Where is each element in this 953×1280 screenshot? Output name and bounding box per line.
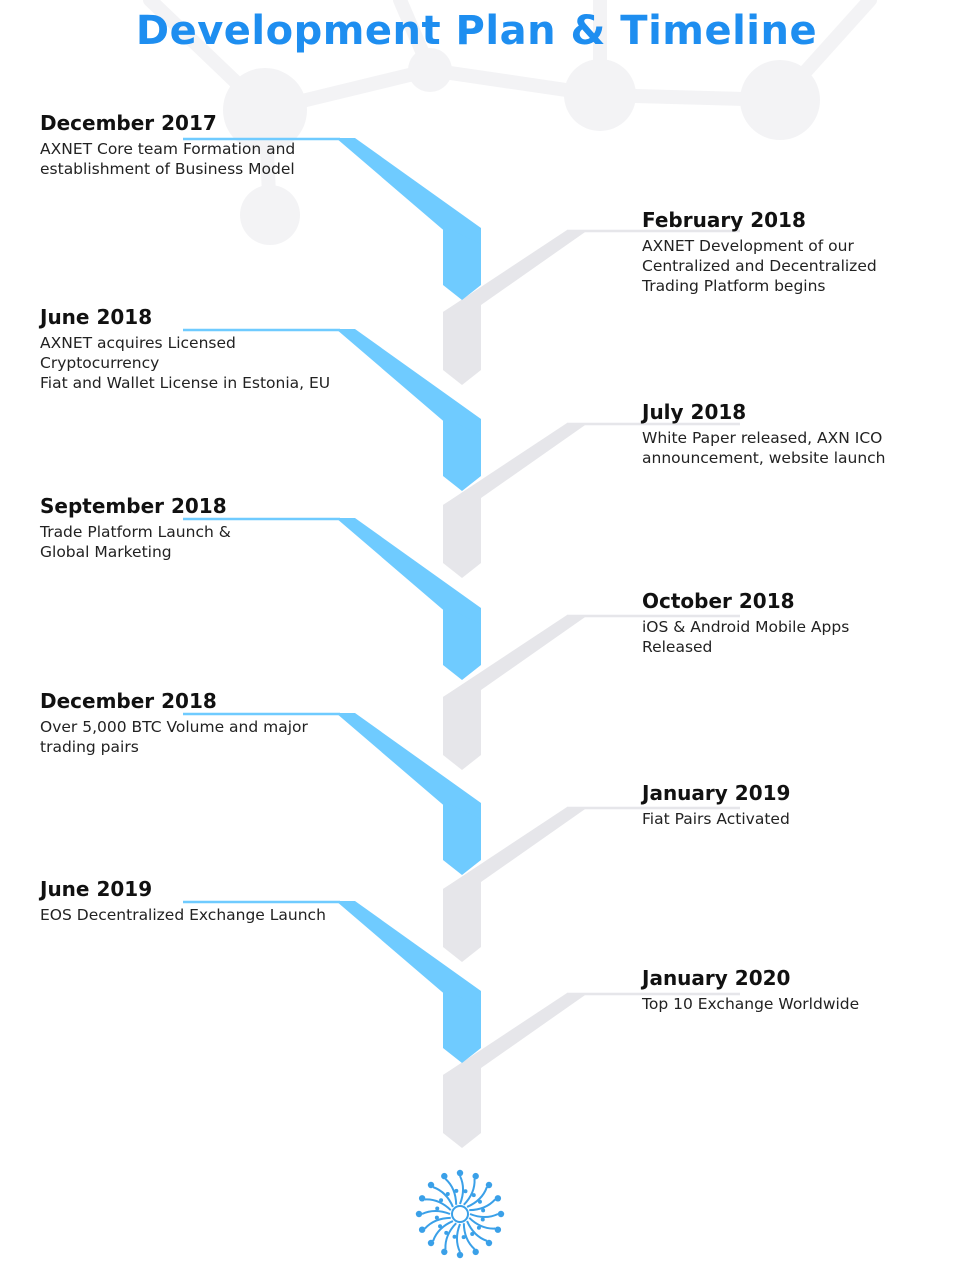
logo-node <box>428 1240 434 1246</box>
milestone-date: December 2018 <box>40 689 217 713</box>
logo-node <box>495 1226 501 1232</box>
milestone-description: Fiat Pairs Activated <box>642 810 790 828</box>
logo-node <box>435 1216 439 1220</box>
milestone-description: White Paper released, AXN ICO announcement, website launch <box>642 429 886 467</box>
logo-node <box>495 1195 501 1201</box>
logo-node <box>454 1189 458 1193</box>
logo-node <box>481 1208 485 1212</box>
milestone-date: February 2018 <box>642 208 806 232</box>
logo-spoke <box>457 1224 460 1252</box>
logo-node <box>481 1217 485 1221</box>
milestone-september-2018 <box>40 494 360 562</box>
milestone-description: AXNET Core team Formation and establishment of Business Model <box>40 140 296 178</box>
logo-center <box>452 1206 468 1222</box>
logo-node <box>478 1200 482 1204</box>
logo-node <box>446 1192 450 1196</box>
milestone-june-2019 <box>40 877 360 925</box>
milestone-date: July 2018 <box>642 400 747 424</box>
milestone-description: AXNET Development of our Centralized and Decentralized Trading Platform begins <box>642 237 877 295</box>
logo-node <box>472 1173 478 1179</box>
logo-spoke <box>460 1176 463 1204</box>
logo-node <box>441 1173 447 1179</box>
logo-spoke <box>470 1214 498 1217</box>
logo-node <box>463 1189 467 1193</box>
milestone-july-2018 <box>642 400 942 468</box>
right-branch-chevron <box>443 481 481 578</box>
right-branch-chevron <box>443 1051 481 1148</box>
logo-spoke <box>422 1211 450 1214</box>
milestone-january-2020 <box>642 966 942 1014</box>
right-branch-chevron <box>443 673 481 770</box>
logo-node <box>438 1224 442 1228</box>
logo-node <box>428 1182 434 1188</box>
logo-node <box>457 1170 463 1176</box>
milestone-date: September 2018 <box>40 494 227 518</box>
milestone-date: October 2018 <box>642 589 795 613</box>
logo-node <box>470 1232 474 1236</box>
right-branch-chevron <box>443 865 481 962</box>
logo-node <box>462 1235 466 1239</box>
logo-node <box>419 1226 425 1232</box>
milestone-description: Trade Platform Launch & Global Marketing <box>40 523 231 561</box>
logo-node <box>416 1211 422 1217</box>
milestone-december-2018 <box>40 689 360 757</box>
logo-node <box>486 1240 492 1246</box>
logo-node <box>439 1198 443 1202</box>
logo-node <box>472 1249 478 1255</box>
milestone-date: June 2019 <box>40 877 153 901</box>
milestone-description: Over 5,000 BTC Volume and major trading pairs <box>40 718 308 756</box>
logo-node <box>457 1252 463 1258</box>
milestone-date: June 2018 <box>40 305 153 329</box>
milestone-description: Top 10 Exchange Worldwide <box>642 995 860 1013</box>
milestone-october-2018 <box>642 589 942 657</box>
milestone-december-2017 <box>40 111 360 179</box>
milestone-date: January 2020 <box>642 966 791 990</box>
milestone-description: EOS Decentralized Exchange Launch <box>40 906 326 924</box>
milestone-description: AXNET acquires Licensed Cryptocurrency Fiat and Wallet License in Estonia, EU <box>40 334 331 392</box>
milestone-date: December 2017 <box>40 111 217 135</box>
logo-node <box>498 1211 504 1217</box>
logo-node <box>435 1207 439 1211</box>
milestone-date: January 2019 <box>642 781 791 805</box>
logo-node <box>441 1249 447 1255</box>
right-branch-chevron <box>443 288 481 385</box>
page-title: Development Plan & Timeline <box>135 8 818 54</box>
milestone-february-2018 <box>642 208 942 296</box>
milestone-description: iOS & Android Mobile Apps Released <box>642 618 850 656</box>
milestone-june-2018 <box>40 305 360 393</box>
logo-node <box>477 1226 481 1230</box>
logo-node <box>472 1193 476 1197</box>
logo-node <box>419 1195 425 1201</box>
milestone-january-2019 <box>642 781 942 829</box>
logo-node <box>444 1231 448 1235</box>
axnet-starburst-logo-icon <box>414 1168 506 1260</box>
logo-node <box>486 1182 492 1188</box>
logo-node <box>453 1235 457 1239</box>
